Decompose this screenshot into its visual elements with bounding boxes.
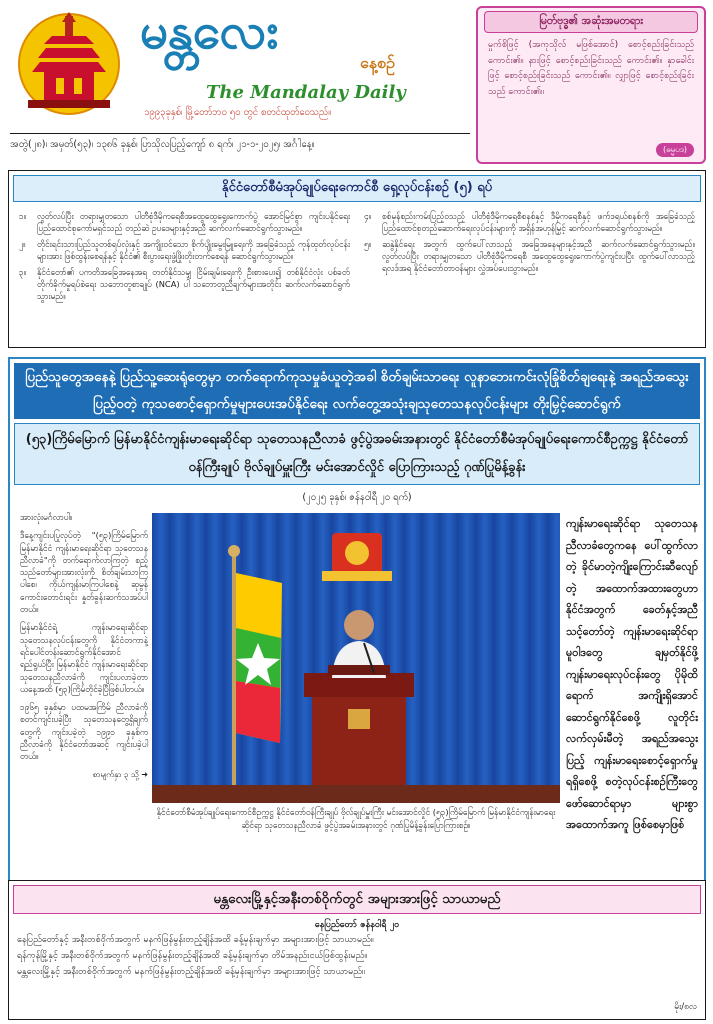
agenda-point-number: ၂။ (19, 239, 26, 249)
agenda-point-text: ဆနွဲနိုင်ရေး အတွက် ထွက်ပေါ်လာသည့် အခြေအနေများနှင့်အညီ ဆက်လက်ဆောင်ရွက်သွားမည်။ လွတ်လပ်ပြီး တရားမျှတသော ပါတီစုံဒီမိုကရေစီ အထွေထွေရွေးကောက်ပွဲကျင်းပပြီး ထွက်ပေါ်လာသည့်ရလဒ်အရ နိုင်ငံတော်တာဝန်များ လွှဲအပ်ပေးသွားမည်။ (382, 239, 695, 273)
agenda-point-number: ၃။ (19, 267, 27, 277)
continued-link[interactable]: စာမျက်နှာ ၃ သို့ ➜ (92, 769, 148, 779)
agenda-point-number: ၄။ (364, 211, 372, 221)
lead-paragraph: ဒီနေ့ကျင်းပပြုလုပ်တဲ့ "(၅၃)ကြိမ်မြောက် မြန်မာနိုင်ငံ ကျန်းမာရေးဆိုင်ရာ သုတေသနညီလာခံ"ကို တက်ရောက်လာကြတဲ့ စည့်သည်တော်များအားလုံးကို စိတ်ချမ်းသာကြပါစေ၊ ကိုယ်ကျန်းမာကြပါစေနဲ့ ဆုမွန်ကောင်းတောင်းရင်း နှုတ်ခွန်းဆက်သအပ်ပါတယ်။ (20, 530, 148, 615)
masthead-english-title: The Mandalay Daily (206, 82, 406, 103)
motto-source-badge: (ဓမ္မပဒ) (656, 143, 694, 157)
agenda-columns (9, 206, 705, 306)
weather-forecast-line: နေပြည်တော်နှင့် အနီးတစ်ဝိုက်အတွက် မနက်ဖြန်မွန်းတည့်ချိန်အထိ ခန့်မှန်းချက်မှာ အများအားဖြင့် သာယာမည်။ (17, 935, 374, 945)
agenda-column-left (19, 210, 350, 306)
photo-caption: နိုင်ငံတော်စီမံအုပ်ချုပ်ရေးကောင်စီဥက္ကဋ္ဌ နိုင်ငံတော်ဝန်ကြီးချုပ် ဗိုလ်ချုပ်မှူးကြီး မင်းအောင်လှိုင် (၅၃)ကြိမ်မြောက် မြန်မာနိုင်ငံကျန်းမာရေးဆိုင်ရာ သုတေသနညီလာခံ ဖွင့်ပွဲအခမ်းအနားတွင် ဂုဏ်ပြုမိန့်ခွန်းပြောကြားစဉ်။ (156, 807, 556, 830)
agenda-point-text: တိုင်းရင်းသားပြည်သူတစ်ရပ်လုံးနှင့် အကျိုးဝင်သော စိုက်ပျိုးမွေးမြူရေးကို အခြေခံသည့် ကုန်ထုတ်လုပ်ငန်းများအား ဖြစ်ထွန်းစေရန်နှင့် နိုင်ငံ၏ စီးပွားရေးဖွံ့ဖြိုးတိုးတက်စေရန် ဆောင်ရွက်သွားမည်။ (37, 239, 350, 261)
agenda-point (19, 238, 350, 262)
masthead-title: မန္တလေး (140, 1, 279, 60)
buddha-teaching-box (476, 6, 706, 164)
agenda-point (364, 210, 695, 234)
five-point-agenda-box (8, 170, 706, 348)
agenda-heading: နိုင်ငံတော်စီမံအုပ်ချုပ်ရေးကောင်စီ ရှေ့လုပ်ငန်းစဉ် (၅) ရပ် (13, 175, 701, 202)
weather-heading: မန္တလေးမြို့နှင့်အနီးတစ်ဝိုက်တွင် အများအားဖြင့် သာယာမည် (13, 885, 701, 914)
agenda-column-right (364, 210, 695, 306)
speech-scene-image (152, 513, 560, 803)
masthead-subtitle: နေ့စဉ် (360, 53, 395, 72)
weather-forecast-line: ရန်ကုန်မြို့နှင့် အနီးတစ်ဝိုက်အတွက် မနက်ဖြန်မွန်းတည့်ချိန်အထိ ခန့်မှန်းချက်မှာ တိမ်အနည်းငယ်ဖြစ်ထွန်းမည်။ (17, 951, 368, 961)
story-date: (၂၀၂၅ ခုနှစ်၊ ဇန်နဝါရီ ၂၀ ရက်) (302, 492, 412, 503)
agenda-point-text: လွတ်လပ်ပြီး တရားမျှတသော ပါတီစုံဒီမိုကရေစီအထွေထွေရွေးကောက်ပွဲ အောင်မြင်စွာ ကျင်းပနိုင်ရေး ပြည်ထောင်စုကော်မရှင်သည် တည်ဆဲ ဥပဒေများနှင့်အညီ ဆက်လက်ဆောင်ရွက်သွားမည်။ (37, 211, 350, 233)
agenda-point (364, 238, 695, 274)
motto-heading: မြတ်ဗုဒ္ဓ၏ အဆုံးအမတရား (484, 11, 698, 33)
agenda-point-text: နိုင်ငံတော်၏ ပကတိအခြေအနေအရ တတ်နိုင်သမျှ ငြိမ်းချမ်းရေးကို ဦးစားပေး၍ တစ်နိုင်ငံလုံး ပစ်ခတ်တိုက်ခိုက်မှုရပ်စဲရေး သဘောတူစာချုပ် (NCA) ပါ သဘောတူညီချက်များအတိုင်း ဆက်လက်ဆောင်ရွက်သွားမည်။ (37, 267, 350, 301)
lead-paragraph: အားလုံးမင်္ဂလာပါ။ (20, 512, 73, 522)
masthead (0, 0, 713, 154)
lead-right-column: ကျန်းမာရေးဆိုင်ရာ သုတေသန ညီလာခံတွေကနေ ပေါ်ထွက်လာတဲ့ ခိုင်မာတဲ့ကျိုးကြောင်းဆီလျော်တဲ့ အထောက်အထားတွေဟာ နိုင်ငံအတွက် ခေတ်နှင့်အညီ သင့်တော်တဲ့ ကျန်းမာရေးဆိုင်ရာမူဝါဒတွေ ချမှတ်နိုင်ဖို့ ကျန်းမာရေးလုပ်ငန်းတွေ ပိုမိုထိရောက် အကျိုးရှိအောင် ဆောင်ရွက်နိုင်စေဖို့ လူတိုင်း လက်လှမ်းမီတဲ့ အရည်အသွေးပြည့် ကျန်းမာရေးစောင့်ရှောက်မှုရရှိစေဖို့ စတဲ့လုပ်ငန်းစဉ်ကြီးတွေ ဖော်ဆောင်ရာမှာ များစွာ အထောက်အကူ ဖြစ်စေမှာဖြစ် (566, 517, 698, 831)
issue-dateline: အတွဲ(၂၈)၊ အမှတ်(၅၃)၊ ၁၃၈၆ ခုနှစ်၊ ပြာသိုလပြည့်ကျော် ၈ ရက်၊ ၂၁-၁-၂၀၂၅၊ အင်္ဂါနေ့။ (10, 133, 470, 155)
agenda-point (19, 210, 350, 234)
lead-paragraph: မြန်မာနိုင်ငံရဲ့ ကျန်းမာရေးဆိုင်ရာ သုတေသနလုပ်ငန်းတွေကို နိုင်ငံတကာနဲ့ ရင်ပေါင်တန်းဆောင်ရွက်နိုင်အောင် ရည်ရွယ်ပြီး မြန်မာနိုင်ငံ ကျန်းမာရေးဆိုင်ရာ သုတေသနညီလာခံကို ကျင်းပလာခဲ့တာ ယနေ့အထိ (၅၃)ကြိမ်တိုင်ခဲ့ပြီဖြစ်ပါတယ်။ (20, 622, 148, 694)
speech-photo (152, 513, 560, 803)
lead-paragraph: ၁၉၆၅ ခုနှစ်မှာ ပထမအကြိမ် ညီလာခံကို စတင်ကျင်းပခဲ့ပြီး သုတေသနတွေ့ရှိချက်တွေကို ကျင်းပခဲ့တဲ့ ၁၉၉၁ ခုနှစ်က ညီလာခံကို နိုင်ငံတော်အဆင့် ကျင်းပခဲ့ပါတယ်။ (20, 702, 148, 762)
lead-subheadline: (၅၃)ကြိမ်မြောက် မြန်မာနိုင်ငံကျန်းမာရေးဆိုင်ရာ သုတေသနညီလာခံ ဖွင့်ပွဲအခမ်းအနားတွင် နိုင်ငံတော်စီမံအုပ်ချုပ်ရေးကောင်စီဥက္ကဋ္ဌ နိုင်ငံတော်ဝန်ကြီးချုပ် ဗိုလ်ချုပ်မှူးကြီး မင်းအောင်လှိုင် ပြောကြားသည့် ဂုဏ်ပြုမိန့်ခွန်း (14, 423, 700, 485)
motto-text: မှုက်စိဖြင့် (အကုသိုလ် မဖြစ်အောင်) စောင့်စည်းခြင်းသည် ကောင်း၏။ နားဖြင့် စောင့်စည်းခြင်းသည် ကောင်း၏။ နှာခေါင်းဖြင့် စောင့်စည်းခြင်းသည် ကောင်း၏။ လျှာဖြင့် စောင့်စည်းခြင်းသည် ကောင်း၏။ (488, 40, 694, 97)
weather-box (8, 880, 706, 1020)
weather-forecast-line: မန္တလေးမြို့နှင့် အနီးတစ်ဝိုက်အတွက် မနက်ဖြန်မွန်းတည့်ချိန်အထိ ခန့်မှန်းချက်မှာ အများအားဖြင့် သာယာမည်။ (17, 967, 365, 977)
pagoda-logo-icon (14, 10, 124, 118)
masthead-tagline: ၁၉၉၃ခုနှစ်၊ မြို့တော်ဘဝ ၅၀ တွင် စတင်ထုတ်ဝေသည်။ (144, 107, 332, 118)
weather-dateline: နေပြည်တော် ဇန်နဝါရီ ၂၀ (314, 920, 400, 930)
lead-headline: ပြည်သူတွေအနေနဲ့ ပြည်သူ့ဆေးရုံတွေမှာ တက်ရောက်ကုသမှုခံယူတဲ့အခါ စိတ်ချမ်းသာရေး လူနာဘေးကင်းလုံခြုံစိတ်ချရေးနဲ့ အရည်အသွေးပြည့်ဝတဲ့ ကုသစောင့်ရှောက်မှုများပေးအပ်နိုင်ရေး လက်တွေ့အသုံးချသုတေသနလုပ်ငန်းများ တိုးမြှင့်ဆောင်ရွက် (14, 363, 700, 419)
agenda-point (19, 266, 350, 302)
agenda-point-number: ၁။ (19, 211, 27, 221)
lead-photo-block (152, 513, 560, 835)
agenda-point-text: စစ်မှန်စည်းကမ်းပြည့်ဝသည့် ပါတီစုံဒီမိုကရေစီစနစ်နှင့် ဒီမိုကရေစီနှင့် ဖက်ဒရယ်စနစ်ကို အခြေခံသည့် ပြည်ထောင်စုတည်ဆောက်ရေးလုပ်ငန်းများကို အရှိန်အဟုန်မြှင့် ဆက်လက်ဆောင်ရွက်သွားမည်။ (382, 211, 695, 233)
lead-left-column (20, 511, 148, 781)
logo-area (8, 1, 478, 122)
weather-source: မိုး/၈လ (674, 1002, 697, 1012)
agenda-point-number: ၅။ (364, 239, 372, 249)
weather-forecast-lines (9, 932, 705, 980)
